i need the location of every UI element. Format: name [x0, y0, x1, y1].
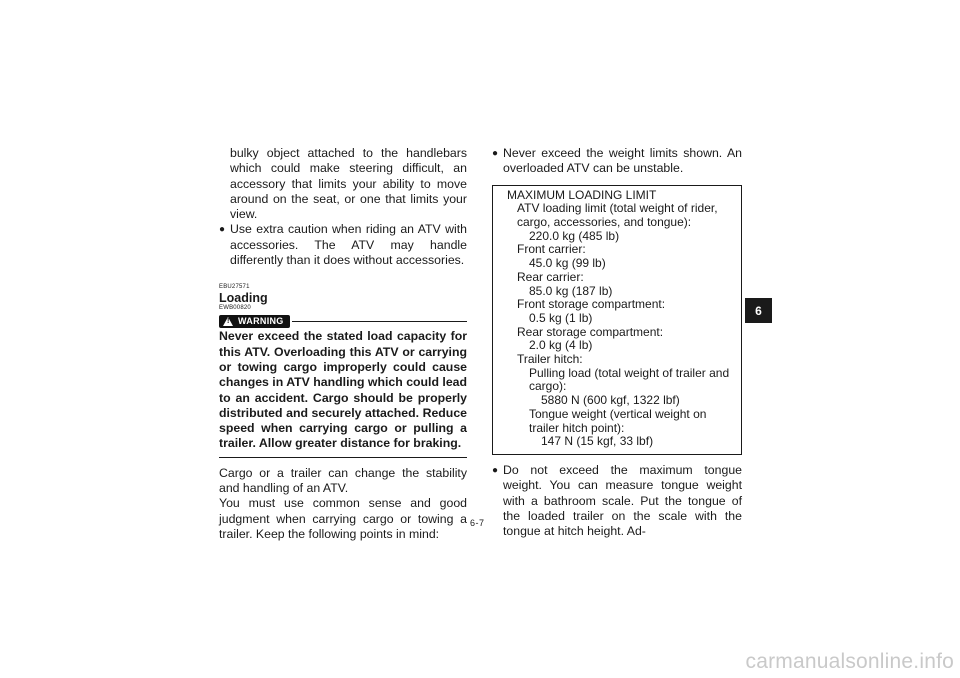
list-item	[492, 146, 742, 177]
warning-label: WARNING	[238, 315, 284, 326]
bullet-text: Never exceed the weight limits shown. An overloaded ATV can be unstable.	[503, 146, 742, 176]
front-carrier-label: Front carrier:	[517, 242, 586, 257]
divider	[219, 457, 467, 458]
atv-limit-value: 220.0 kg (485 lb)	[529, 228, 620, 243]
loading-limit-box	[492, 185, 742, 455]
rear-storage-label: Rear storage compartment:	[517, 324, 664, 339]
pulling-load-label: Pulling load (total weight of trailer and cargo):	[529, 365, 730, 394]
pulling-load-value: 5880 N (600 kgf, 1322 lbf)	[541, 393, 680, 408]
divider	[292, 321, 467, 322]
list-item	[492, 463, 742, 539]
front-storage-label: Front storage compartment:	[517, 297, 666, 312]
rear-carrier-value: 85.0 kg (187 lb)	[529, 283, 613, 298]
front-carrier-value: 45.0 kg (99 lb)	[529, 256, 606, 271]
left-column	[219, 146, 467, 542]
paragraph-continued: bulky object attached to the handlebars which could make steering difficult, an accessory that limits your ability to move around on the seat, or one that limits your view.	[230, 146, 467, 222]
bullet-text: Do not exceed the maximum tongue weight. You can measure tongue weight with a bathroom scale. Put the tongue of the loaded trailer on the scale with the tongue at hitch height. Ad-	[503, 462, 742, 539]
chapter-tab: 6	[745, 298, 772, 323]
right-column	[492, 146, 742, 539]
list-item	[219, 222, 467, 268]
warning-text: Never exceed the stated load capacity for this ATV. Overloading this ATV or carrying or towing cargo improperly could cause changes in ATV handling which could lead to an accident. Cargo should be properly distributed and securely attached. Reduce speed when carrying cargo or pulling a trailer. Allow greater distance for braking.	[219, 329, 468, 451]
warning-triangle-icon: !	[223, 317, 233, 326]
paragraph: You must use common sense and good judgment when carrying cargo or towing a trailer. Keep the following points in mind:	[219, 496, 467, 541]
tongue-weight-label: Tongue weight (vertical weight on trailer hitch point):	[529, 406, 707, 435]
tongue-weight-value: 147 N (15 kgf, 33 lbf)	[541, 434, 654, 449]
warning-code: EWB00820	[219, 305, 251, 312]
rear-storage-value: 2.0 kg (4 lb)	[529, 338, 593, 353]
bullet-text: Use extra caution when riding an ATV with accessories. The ATV may handle differently than it does without accessories.	[230, 222, 467, 268]
paragraph: Cargo or a trailer can change the stability and handling of an ATV.	[219, 465, 467, 496]
trailer-hitch-label: Trailer hitch:	[517, 352, 583, 367]
bullet-icon: ●	[492, 148, 499, 159]
bullet-icon: ●	[492, 464, 499, 476]
warning-badge	[219, 315, 290, 328]
rear-carrier-label: Rear carrier:	[517, 269, 584, 284]
front-storage-value: 0.5 kg (1 lb)	[529, 310, 593, 325]
section-code: EBU27571	[219, 284, 250, 291]
watermark: carmanualsonline.info	[745, 650, 954, 673]
warning-header	[219, 314, 467, 328]
box-title: MAXIMUM LOADING LIMIT	[507, 187, 657, 202]
bullet-icon: ●	[219, 224, 226, 236]
atv-limit-label: ATV loading limit (total weight of rider, cargo, accessories, and tongue):	[517, 201, 718, 229]
page-number: 6-7	[470, 518, 485, 528]
section-title: Loading	[219, 291, 268, 306]
